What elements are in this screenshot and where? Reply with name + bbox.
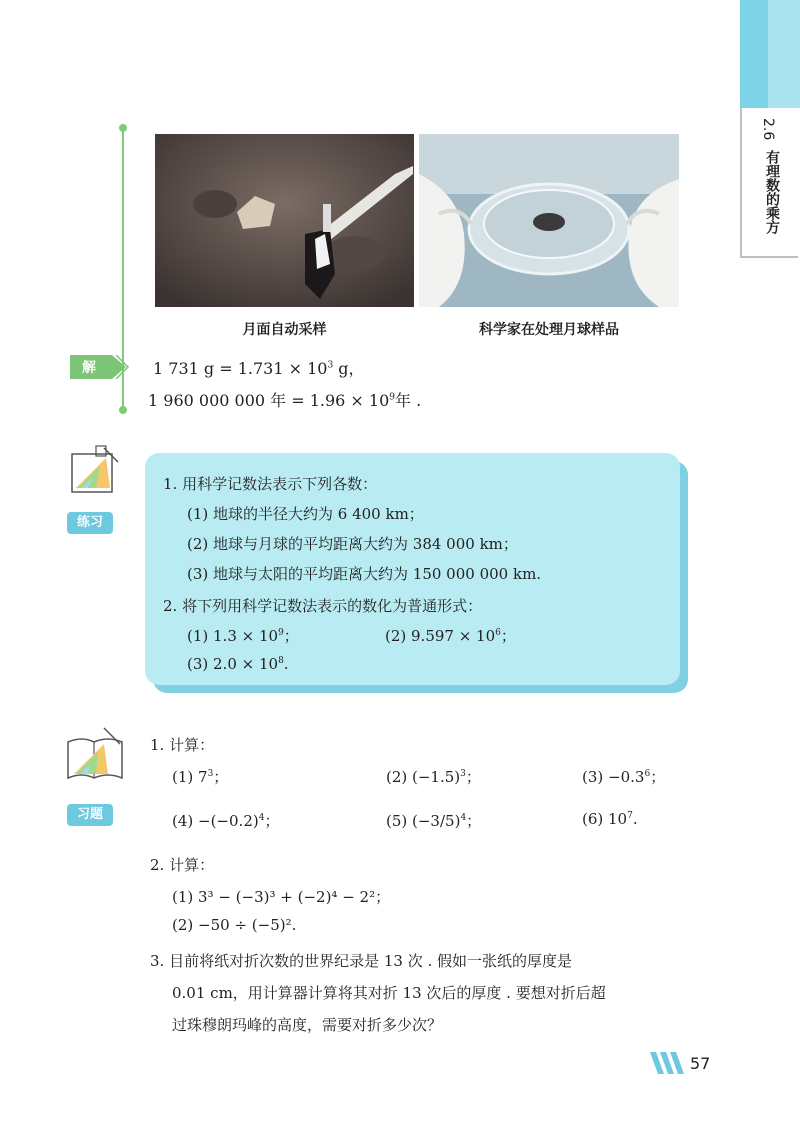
photo-caption: 月面自动采样: [242, 322, 327, 338]
practice-item: (2) 地球与月球的平均距离大约为 384 000 km；: [187, 535, 518, 553]
solution-line: 1 731 $g = 1.731 \times 10^3$ g，: [153, 359, 365, 378]
exercise-question: 2. 计算：: [150, 856, 215, 874]
page-number: 57: [690, 1054, 711, 1073]
exercise-item: (2) −50 ÷ (−5)².: [172, 916, 297, 934]
page-number-stripes: [650, 1052, 686, 1074]
practice-badge: 练习: [67, 512, 113, 534]
chapter-side-tab: [740, 0, 800, 260]
practice-item: (1) 地球的半径大约为 6 400 km；: [187, 505, 424, 523]
solution-line: 1 960 000 000 年 = $1.96 \times 10^9$年 .: [148, 391, 422, 410]
scientist-sample-photo: [419, 134, 679, 307]
exercises-badge: 习题: [67, 804, 113, 826]
section-number: 2.6: [760, 118, 776, 141]
exercise-question: 1. 计算：: [150, 736, 215, 754]
solution-label-text: 解: [82, 360, 96, 376]
practice-item: (3) $2.0 \times 10^8$.: [187, 655, 289, 673]
exercise-item: (5) $(-3/5)^4$；: [386, 812, 482, 830]
exercise-item: $(3) -0.3^6$；: [582, 768, 666, 786]
practice-question: 2. 将下列用科学记数法表示的数化为普通形式：: [163, 597, 483, 615]
exercises-book-icon: [64, 724, 126, 784]
solution-label: [70, 355, 128, 379]
section-title: 有理数的乘方: [764, 150, 780, 234]
exercise-item: (2) $(-1.5)^3$；: [386, 768, 481, 786]
practice-box: [145, 453, 680, 685]
exercise-question: 3. 目前将纸对折次数的世界纪录是 13 次 . 假如一张纸的厚度是: [150, 952, 573, 970]
photo-caption: 科学家在处理月球样品: [479, 322, 619, 338]
margin-dot: [119, 124, 127, 132]
practice-item: (2) $9.597 \times 10^6$；: [385, 627, 516, 645]
practice-item: (3) 地球与太阳的平均距离大约为 150 000 000 km.: [187, 565, 542, 583]
exercise-item: $(4) -(-0.2)^4$；: [172, 812, 280, 830]
lunar-sampling-photo: [155, 134, 414, 307]
margin-dot: [119, 406, 127, 414]
practice-book-icon: [66, 444, 124, 500]
practice-question: 1. 用科学记数法表示下列各数：: [163, 475, 378, 493]
exercise-question-line: 过珠穆朗玛峰的高度，需要对折多少次？: [172, 1016, 443, 1034]
practice-item: (1) $1.3 \times 10^9$；: [187, 627, 299, 645]
exercise-item: (1) 3³ − (−3)³ + (−2)⁴ − 2²；: [172, 888, 391, 906]
exercise-item: (1) $7^3$；: [172, 768, 229, 786]
exercise-question-line: 0.01 cm，用计算器计算将其对折 13 次后的厚度 . 要想对折后超: [172, 984, 606, 1002]
exercise-item: (6) $10^7$.: [582, 810, 638, 828]
